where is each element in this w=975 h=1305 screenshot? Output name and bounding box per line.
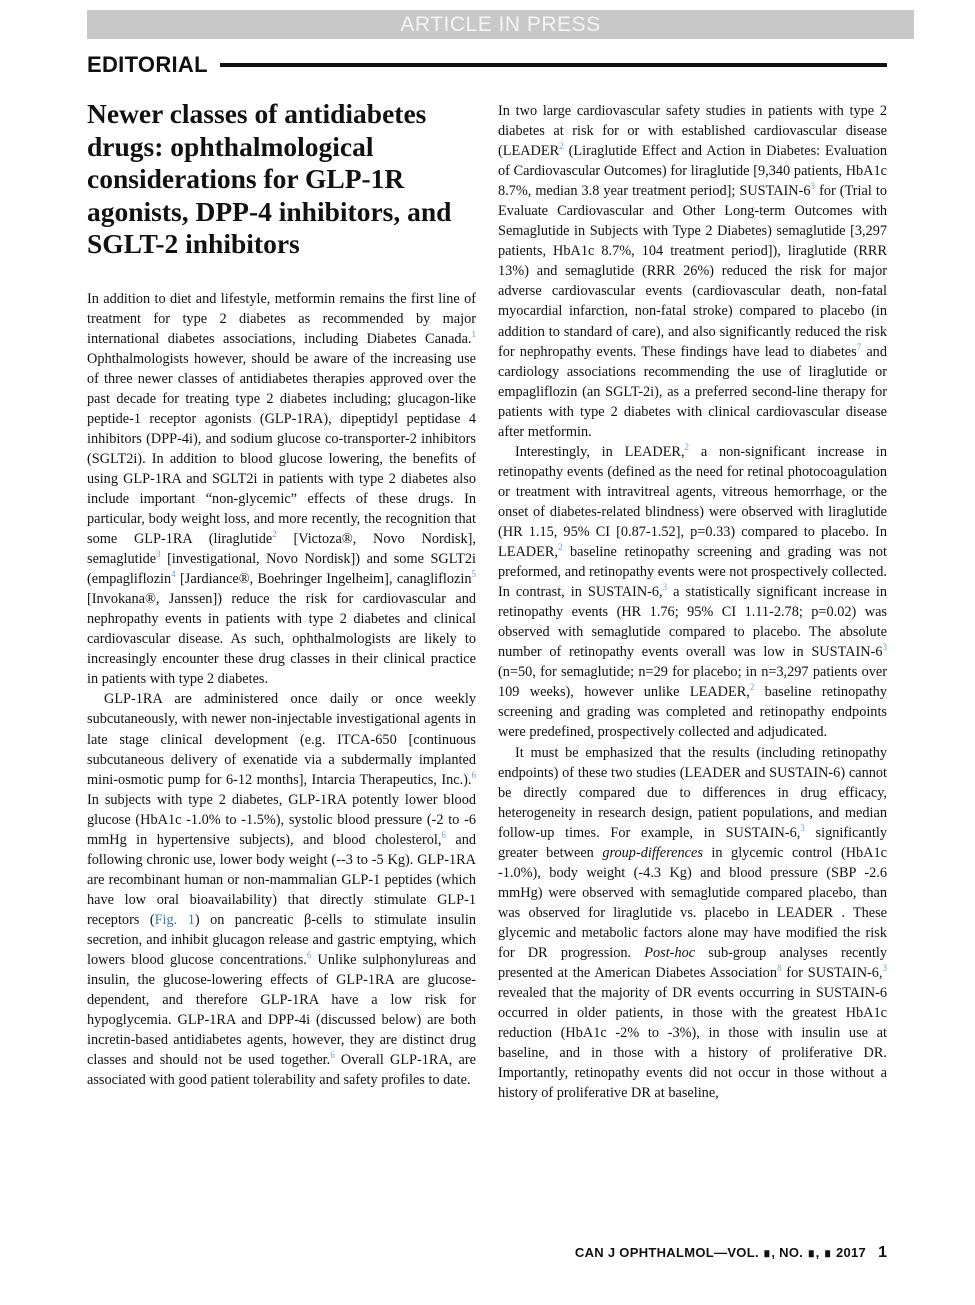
article-title: Newer classes of antidiabetes drugs: ophthalmological considerations for GLP-1R agonists, DPP-4 inhibitors, and SGLT-2 inhibitors bbox=[87, 98, 452, 259]
reference-link[interactable]: 2 bbox=[557, 542, 563, 553]
paragraph-retinopathy: Interestingly, in LEADER,$^2$ a non-significant increase in retinopathy events (defined as the need for retinal photocoagulation or treatment with intravitreal agents, vitreous hemorrhage, or the onset of diabetes-related blindness) were observed with liraglutide (HR 1.15, 95% CI [0.87-1.52], p=0.33) compared to placebo. In LEADER,$^2$ baseline retinopathy screening and grading was not preformed, and retinopathy events were not prospectively collected. In contrast, in SUSTAIN-6,$^3$ a statistically significant increase in retinopathy events (HR 1.76; 95% CI 1.11-2.78; p=0.02) was observed with semaglutide compared to placebo. The absolute number of retinopathy events overall was low in SUSTAIN-$6^3$ (n=50, for semaglutide; n=29 for placebo; in n=3,297 patients over 109 weeks), however unlike LEADER,$^2$ baseline retinopathy screening and grading was completed and retinopathy endpoints were predefined, prospectively collected and adjudicated. bbox=[498, 441, 888, 741]
figure-link[interactable]: Fig. 1 bbox=[154, 911, 195, 928]
page-number: 1 bbox=[878, 1244, 887, 1261]
section-rule bbox=[220, 63, 887, 67]
section-label: EDITORIAL bbox=[87, 52, 208, 77]
reference-link[interactable]: 2 bbox=[272, 529, 277, 540]
reference-link[interactable]: 3 bbox=[156, 549, 161, 560]
paragraph-glp1ra: GLP-1RA are administered once daily or once weekly subcutaneously, with newer non-injectable investigational agents in late stage clinical development (e.g. ITCA-650 [continuous subcutaneous delivery of exenatide via a subdermally implanted mini-osmotic pump for 6-12 months], Intarcia Therapeutics, Inc.).$^6$ In subjects with type 2 diabetes, GLP-1RA potently lower blood glucose (HbA1c -1.0% to -1.5%), systolic blood pressure (-2 to -6 mmHg in hypertensive subjects), and blood cholesterol,$^6$ and following chronic use, lower body weight (--3 to -5 Kg). GLP-1RA are recombinant human or non-mammalian GLP-1 peptides (which have low oral bioavailability) that directly stimulate GLP-1 receptors (Fig. 1) on pancreatic β-cells to stimulate insulin secretion, and inhibit glucagon release and gastric emptying, which lowers blood glucose concentrations.$^6$ Unlike sulphonylureas and insulin, the glucose-lowering effects of GLP-1RA are glucose-dependent, and therefore GLP-1RA have a low risk for hypoglycemia. GLP-1RA and DPP-4i (discussed below) are both incretin-based antidiabetes agents, however, they are distinct drug classes and should not be used together.$^6$ Overall GLP-1RA, are associated with good patient tolerability and safety profiles to date. bbox=[87, 691, 477, 1089]
journal-citation: CAN J OPHTHALMOL—VOL. ∎, NO. ∎, ∎ 2017 bbox=[574, 1245, 867, 1260]
reference-link[interactable]: 3 bbox=[662, 582, 668, 593]
article-in-press-banner: ARTICLE IN PRESS bbox=[87, 10, 914, 39]
reference-link[interactable]: 3 bbox=[800, 822, 805, 833]
paragraph-intro: In addition to diet and lifestyle, metformin remains the first line of treatment for type 2 diabetes as recommended by major international diabetes associations, including Diabetes Canada.$^1$ Ophthalmologists however, should be aware of the increasing use of three newer classes of antidiabetes therapies approved over the past decade for treating type 2 diabetes including; glucagon-like peptide-1 receptor agonists (GLP-1RA), dipeptidyl peptidase 4 inhibitors (DPP-4i), and sodium glucose co-transporter-2 inhibitors (SGLT2i). In addition to blood glucose lowering, the benefits of using GLP-1RA and SGLT2i in patients with type 2 diabetes also include important “non-glycemic” effects of these drugs. In particular, body weight loss, and more recently, the recognition that some GLP-1RA (liraglutide$^2$ [Victoza®, Novo Nordisk], semaglutide$^3$ [investigational, Novo Nordisk]) and some SGLT2i (empagliflozin$^4$ [Jardiance®, Boehringer Ingelheim], canagliflozin$^5$ [Invokana®, Janssen]) reduce the risk for cardiovascular and nephropathy events in patients with type 2 diabetes and clinical cardiovascular disease. As such, ophthalmologists are likely to increasingly encounter these drug classes in their clinical practice in patients with type 2 diabetes. bbox=[87, 290, 476, 688]
reference-link[interactable]: 7 bbox=[856, 341, 862, 352]
reference-link[interactable]: 8 bbox=[776, 963, 782, 974]
reference-link[interactable]: 3 bbox=[882, 963, 888, 974]
reference-link[interactable]: 2 bbox=[684, 441, 690, 452]
right-column bbox=[498, 101, 887, 1103]
reference-link[interactable]: 1 bbox=[471, 328, 476, 339]
reference-link[interactable]: 3 bbox=[882, 642, 887, 653]
section-header bbox=[87, 50, 887, 80]
left-column bbox=[87, 98, 476, 1090]
paragraph-cv-studies-continued: In two large cardiovascular safety studies in patients with type 2 diabetes at risk for or with established cardiovascular disease (LEADER$^2$ (Liraglutide Effect and Action in Diabetes: Evaluation of Cardiovascular Outcomes) for liraglutide [9,340 patients, HbA1c 8.7%, median 3.8 year treatment period]; SUSTAIN-$6^3$ for (Trial to Evaluate Cardiovascular and Other Long-term Outcomes with Semaglutide in Subjects with Type 2 Diabetes) semaglutide [3,297 patients, HbA1c 8.7%, 104 treatment period]), liraglutide (RRR 13%) and semaglutide (RRR 26%) reduced the risk for major adverse cardiovascular events (cardiovascular death, non-fatal myocardial infarction, non-fatal stroke) compared to placebo (in addition to standard of care), and also significantly reduced the risk for nephropathy events. These findings have lead to diabetes$^7$ and cardiology associations recommending the use of liraglutide or empagliflozin (an SGLT-2i), as a preferred second-line therapy for patients with type 2 diabetes with clinical cardiovascular disease after metformin. bbox=[498, 103, 887, 440]
reference-link[interactable]: 6 bbox=[471, 769, 476, 780]
reference-link[interactable]: 6 bbox=[441, 829, 446, 840]
reference-link[interactable]: 6 bbox=[306, 950, 312, 961]
reference-link[interactable]: 2 bbox=[559, 141, 564, 152]
reference-link[interactable]: 6 bbox=[330, 1050, 335, 1061]
reference-link[interactable]: 3 bbox=[810, 181, 816, 192]
reference-link[interactable]: 2 bbox=[749, 682, 755, 693]
reference-link[interactable]: 4 bbox=[171, 569, 176, 580]
paragraph-comparison: It must be emphasized that the results (including retinopathy endpoints) of these two studies (LEADER and SUSTAIN-6) cannot be directly compared due to differences in drug efficacy, heterogeneity in research design, patient populations, and median follow-up times. For example, in SUSTAIN-6,$^3$ significantly greater between group-differences in glycemic control (HbA1c -1.0%), body weight (-4.3 Kg) and blood pressure (SBP -2.6 mmHg) were observed with semaglutide compared placebo, than was observed for liraglutide vs. placebo in LEADER . These glycemic and metabolic factors alone may have modified the risk for DR progression. Post-hoc sub-group analyses recently presented at the American Diabetes Association$^8$ for SUSTAIN-6,$^3$ revealed that the majority of DR events occurring in SUSTAIN-6 occurred in older patients, in those with the greatest HbA1c reduction (HbA1c -2% to -3%), in those with insulin use at baseline, and in those with a history of proliferative DR. Importantly, retinopathy events did not occur in those without a history of proliferative DR at baseline, bbox=[498, 744, 888, 1102]
page-footer bbox=[575, 1243, 887, 1263]
reference-link[interactable]: 5 bbox=[471, 569, 476, 580]
